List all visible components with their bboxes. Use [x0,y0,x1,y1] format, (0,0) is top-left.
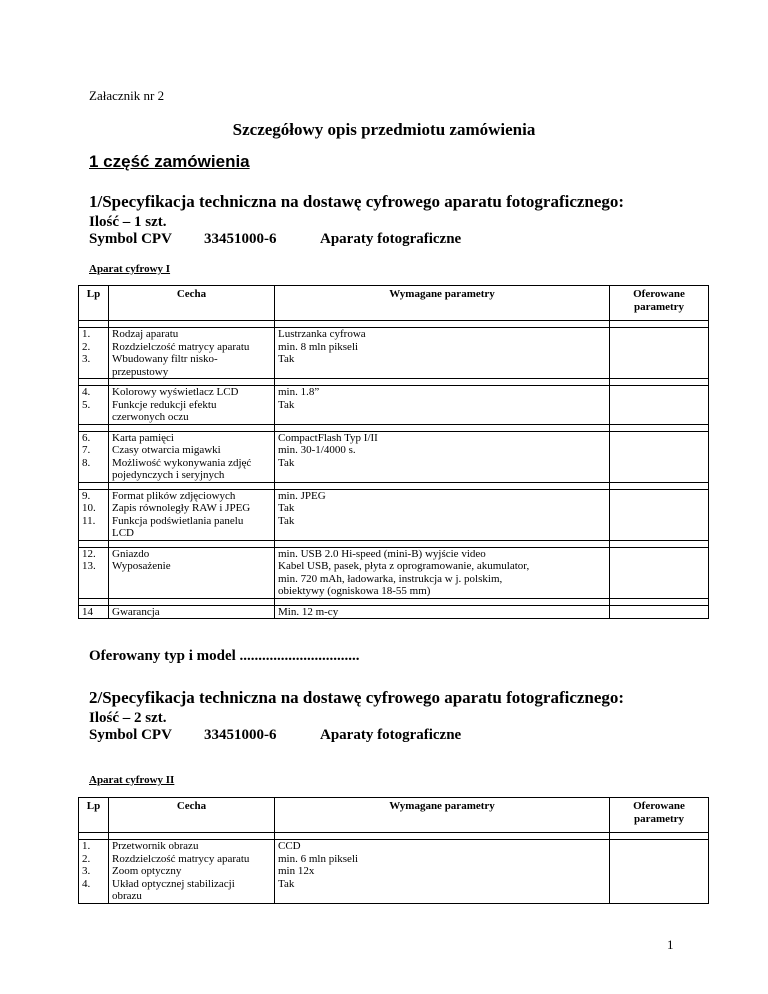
spacer-cell [79,482,109,489]
quantity-2: Ilość – 2 szt. [89,710,167,726]
table-spacer-row [79,598,709,605]
lp-text: 13. [82,560,96,572]
spec-title-2: 2/Specyfikacja techniczna na dostawę cyfrowego aparatu fotograficznego: [89,688,625,707]
feature-text: Gniazdo [112,547,150,560]
cell-feature [109,547,275,598]
cell-lp [79,547,109,598]
feature-text: Kolorowy wyświetlacz LCD [112,386,239,398]
feature-text: obrazu [112,890,142,902]
cell-required [275,605,610,619]
quantity-1: Ilość – 1 szt. [89,214,167,230]
lp-text: 2. [82,852,91,865]
lp-text: 9. [82,489,91,502]
header-required: Wymagane parametry [275,798,610,833]
spacer-cell [275,598,610,605]
cell-offered[interactable] [610,840,709,904]
spacer-cell [109,482,275,489]
feature-text: Rodzaj aparatu [112,328,179,340]
header-offered: Oferowane parametry [610,286,709,321]
feature-text: przepustowy [112,365,169,378]
feature-text: Format plików zdjęciowych [112,489,236,502]
table-row [79,605,709,619]
table-row [79,547,709,598]
feature-text: Funkcja podświetlania panelu [112,514,244,527]
spec-title-1: 1/Specyfikacja techniczna na dostawę cyfrowego aparatu fotograficznego: [89,192,625,211]
required-text: min. 720 mAh, ładowarka, instrukcja w j. polskim, [278,572,503,585]
lp-text: 6. [82,431,91,444]
required-text: Tak [278,877,295,890]
lp-text: 12. [82,547,96,560]
required-text: Kabel USB, pasek, płyta z oprogramowanie, akumulator, [278,560,530,572]
required-text: Min. 12 m-cy [278,605,339,618]
cell-offered[interactable] [610,489,709,540]
part-title: 1 część zamówienia [89,152,250,171]
cpv-code: 33451000-6 [204,727,277,743]
table-spacer-row [79,379,709,386]
header-required: Wymagane parametry [275,286,610,321]
spacer-cell [610,540,709,547]
spacer-cell [610,379,709,386]
required-text: min. JPEG [278,489,326,502]
cell-offered[interactable] [610,328,709,379]
cell-required [275,386,610,425]
main-title: Szczegółowy opis przedmiotu zamówienia [232,120,536,139]
cpv-line-2 [89,727,589,747]
offer-line: Oferowany typ i model ................................ [89,648,360,664]
required-text: min. 8 mln pikseli [278,340,359,353]
required-text: min. 30-1/4000 s. [278,444,356,456]
required-text: obiektywy (ogniskowa 18-55 mm) [278,585,431,597]
cell-required [275,547,610,598]
spacer-cell [610,424,709,431]
cell-feature [109,328,275,379]
cell-lp [79,605,109,619]
required-text: CompactFlash Typ I/II [278,431,378,444]
required-text: Tak [278,456,295,469]
cell-offered[interactable] [610,605,709,619]
feature-text: Gwarancja [112,605,160,618]
cell-required [275,489,610,540]
cell-offered[interactable] [610,386,709,425]
cell-offered[interactable] [610,547,709,598]
required-text: Lustrzanka cyfrowa [278,328,366,340]
lp-text: 4. [82,386,91,398]
feature-text: Układ optycznej stabilizacji [112,877,235,890]
feature-text: Funkcje redukcji efektu [112,398,217,411]
lp-text: 4. [82,877,91,890]
feature-text: Wyposażenie [112,560,171,572]
spacer-cell [79,598,109,605]
spacer-cell [275,379,610,386]
required-text: Tak [278,398,295,411]
spacer-cell [79,379,109,386]
table-row [79,489,709,540]
spacer-cell [79,540,109,547]
spacer-cell [610,833,709,840]
cell-feature [109,386,275,425]
required-text: Tak [278,514,295,527]
cell-lp [79,840,109,904]
spacer-cell [109,540,275,547]
spacer-cell [275,321,610,328]
cell-lp [79,328,109,379]
table-header [79,286,709,321]
feature-text: Przetwornik obrazu [112,840,199,852]
cell-feature [109,431,275,482]
spacer-cell [275,540,610,547]
feature-text: Możliwość wykonywania zdjęć [112,456,252,469]
lp-text: 10. [82,502,96,514]
feature-text: Wbudowany filtr nisko- [112,353,218,365]
spacer-cell [109,321,275,328]
lp-text: 11. [82,514,96,527]
table-row [79,328,709,379]
spacer-cell [109,598,275,605]
cpv-name: Aparaty fotograficzne [320,231,462,247]
cell-feature [109,605,275,619]
attachment-label: Załacznik nr 2 [89,88,165,103]
table-row [79,840,709,904]
table-spacer-row [79,833,709,840]
required-text: min 12x [278,865,315,877]
cpv-code: 33451000-6 [204,231,277,247]
header-feature: Cecha [109,798,275,833]
lp-text: 3. [82,865,91,877]
table-spacer-row [79,540,709,547]
table-spacer-row [79,482,709,489]
required-text: min. 6 mln pikseli [278,852,359,865]
spacer-cell [79,424,109,431]
cpv-label: Symbol CPV [89,231,172,247]
cpv-name: Aparaty fotograficzne [320,727,462,743]
spacer-cell [275,424,610,431]
table-header [79,798,709,833]
cell-feature [109,489,275,540]
required-text: CCD [278,840,301,852]
cell-lp [79,386,109,425]
cell-lp [79,489,109,540]
required-text: min. USB 2.0 Hi-speed (mini-B) wyjście video [278,547,486,560]
required-text: Tak [278,353,295,365]
cell-offered[interactable] [610,431,709,482]
lp-text: 5. [82,398,91,411]
spec-table-2 [78,797,709,904]
feature-text: pojedynczych i seryjnych [112,469,225,481]
cpv-line-1 [89,231,589,251]
cell-required [275,328,610,379]
feature-text: Rozdzielczość matrycy aparatu [112,340,250,353]
lp-text: 1. [82,328,91,340]
cell-required [275,431,610,482]
required-text: min. 1.8” [278,386,320,398]
device-label-1: Aparat cyfrowy I [89,263,171,275]
feature-text: Karta pamięci [112,431,174,444]
lp-text: 2. [82,340,91,353]
cell-required [275,840,610,904]
lp-text: 7. [82,444,91,456]
feature-text: Zapis równoległy RAW i JPEG [112,502,251,514]
spacer-cell [610,321,709,328]
feature-text: Rozdzielczość matrycy aparatu [112,852,250,865]
cell-lp [79,431,109,482]
spacer-cell [109,424,275,431]
feature-text: Zoom optyczny [112,865,182,877]
feature-text: LCD [112,527,134,539]
required-text: Tak [278,502,295,514]
spec-table-1 [78,285,709,619]
table-spacer-row [79,321,709,328]
spacer-cell [79,833,109,840]
lp-text: 8. [82,456,91,469]
cell-feature [109,840,275,904]
spacer-cell [79,321,109,328]
header-feature: Cecha [109,286,275,321]
cpv-label: Symbol CPV [89,727,172,743]
lp-text: 14 [82,605,93,618]
spacer-cell [275,482,610,489]
header-offered: Oferowane parametry [610,798,709,833]
table-row [79,386,709,425]
table-row [79,431,709,482]
table-spacer-row [79,424,709,431]
lp-text: 1. [82,840,91,852]
lp-text: 3. [82,353,91,365]
device-label-2: Aparat cyfrowy II [89,774,175,786]
spacer-cell [275,833,610,840]
header-lp: Lp [79,798,109,833]
feature-text: czerwonych oczu [112,411,189,423]
header-lp: Lp [79,286,109,321]
page-number: 1 [667,937,674,952]
spacer-cell [610,598,709,605]
spacer-cell [610,482,709,489]
spacer-cell [109,833,275,840]
feature-text: Czasy otwarcia migawki [112,444,221,456]
spacer-cell [109,379,275,386]
